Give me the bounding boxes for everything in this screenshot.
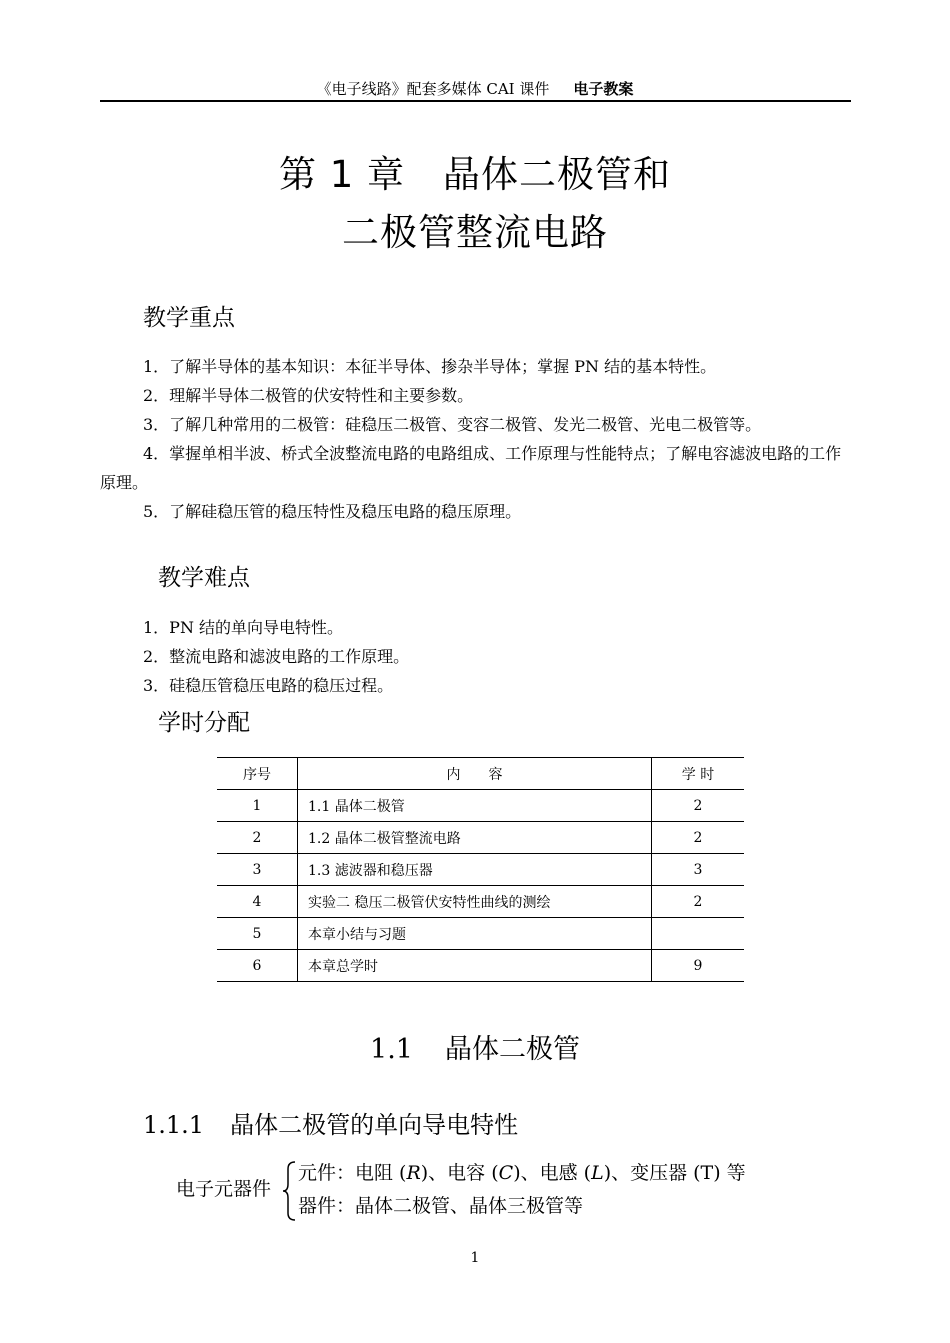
cell-index: 2	[217, 822, 298, 854]
table-row	[217, 950, 744, 982]
difficulty-item: 2．整流电路和滤波电路的工作原理。	[143, 647, 410, 666]
cell-content: 1.1 晶体二极管	[298, 790, 652, 822]
header-course-title: 《电子线路》配套多媒体 CAI 课件	[316, 80, 550, 98]
key-points-heading: 教学重点	[143, 305, 235, 331]
section-1-1-1-heading	[143, 1110, 518, 1140]
key-point-item: 5．了解硅稳压管的稳压特性及稳压电路的稳压原理。	[143, 502, 522, 521]
cell-content: 实验二 稳压二极管伏安特性曲线的测绘	[298, 886, 652, 918]
page-number: 1	[470, 1250, 480, 1266]
col-header-content: 内 容	[298, 758, 652, 790]
difficulties-list	[143, 613, 843, 700]
section-1-1-heading	[0, 1033, 950, 1067]
table-header-row	[217, 758, 744, 790]
cell-hours: 2	[652, 886, 745, 918]
components-label: 电子元器件	[176, 1178, 272, 1200]
cell-content: 1.3 滤波器和稳压器	[298, 854, 652, 886]
cell-hours: 3	[652, 854, 745, 886]
col-header-index: 序号	[217, 758, 298, 790]
table-row	[217, 886, 744, 918]
cell-hours: 9	[652, 950, 745, 982]
cell-index: 4	[217, 886, 298, 918]
cell-hours: 2	[652, 822, 745, 854]
page-header	[100, 78, 850, 100]
cell-content: 1.2 晶体二极管整流电路	[298, 822, 652, 854]
key-point-item: 2．理解半导体二极管的伏安特性和主要参数。	[143, 386, 474, 405]
hours-heading: 学时分配	[158, 710, 250, 736]
cell-content: 本章总学时	[298, 950, 652, 982]
table-row	[217, 822, 744, 854]
hours-table	[217, 757, 744, 982]
difficulty-item: 1．PN 结的单向导电特性。	[143, 618, 344, 637]
difficulty-item: 3．硅稳压管稳压电路的稳压过程。	[143, 676, 394, 695]
key-point-item: 1．了解半导体的基本知识：本征半导体、掺杂半导体；掌握 PN 结的基本特性。	[143, 357, 717, 376]
header-rule	[100, 100, 851, 102]
subsection-title: 晶体二极管的单向导电特性	[230, 1111, 519, 1139]
key-points-list	[100, 352, 850, 526]
section-number: 1.1	[370, 1034, 413, 1065]
components-line-devices: 器件：晶体二极管、晶体三极管等	[298, 1195, 584, 1217]
left-brace-icon	[282, 1160, 298, 1222]
cell-index: 1	[217, 790, 298, 822]
table-row	[217, 918, 744, 950]
difficulties-heading: 教学难点	[158, 565, 250, 591]
cell-content: 本章小结与习题	[298, 918, 652, 950]
key-point-item: 3．了解几种常用的二极管：硅稳压二极管、变容二极管、发光二极管、光电二极管等。	[143, 415, 762, 434]
table-row	[217, 854, 744, 886]
cell-hours: 2	[652, 790, 745, 822]
chapter-title-line1: 第 1 章 晶体二极管和	[278, 153, 672, 196]
cell-index: 3	[217, 854, 298, 886]
cell-index: 6	[217, 950, 298, 982]
section-title: 晶体二极管	[444, 1034, 580, 1065]
cell-index: 5	[217, 918, 298, 950]
components-line-elements: 元件：电阻 (R)、电容 (C)、电感 (L)、变压器 (T) 等	[298, 1162, 746, 1184]
cell-hours	[652, 918, 745, 950]
table-row	[217, 790, 744, 822]
chapter-title-line2: 二极管整流电路	[342, 211, 608, 254]
header-subtitle: 电子教案	[573, 80, 634, 98]
subsection-number: 1.1.1	[143, 1111, 205, 1139]
key-point-item: 4．掌握单相半波、桥式全波整流电路的电路组成、工作原理与性能特点；了解电容滤波电路的工作原理。	[100, 444, 842, 492]
col-header-hours: 学 时	[652, 758, 745, 790]
